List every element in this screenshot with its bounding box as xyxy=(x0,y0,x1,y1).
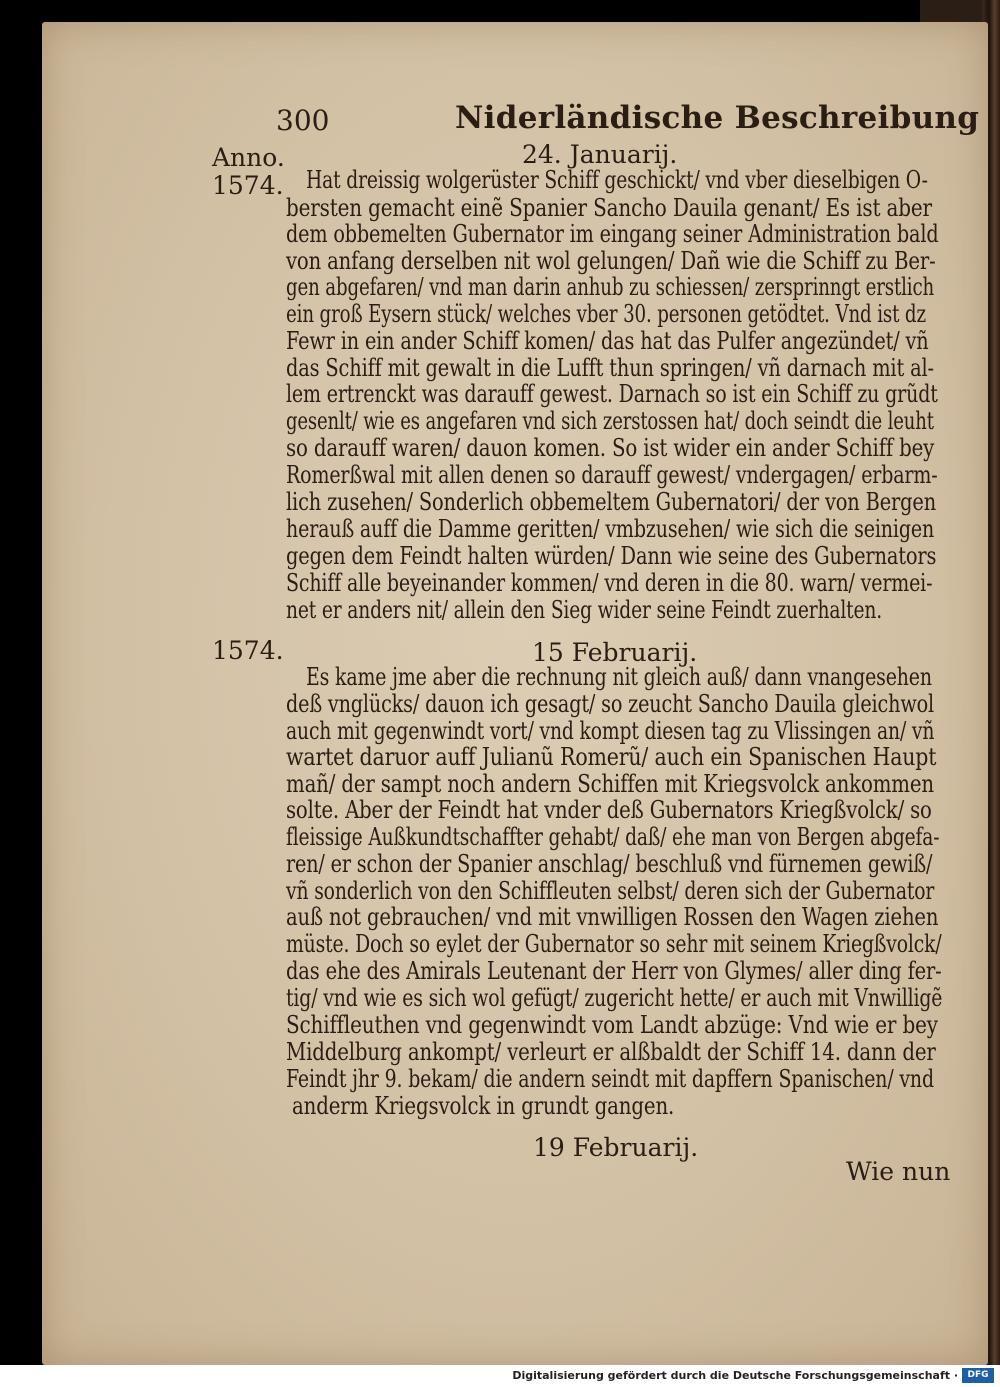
date-heading: 24. Januarij. xyxy=(522,140,678,169)
text-line: fleissige Außkundtschaffter gehabt/ daß/ ehe man von Bergen abgefa- xyxy=(286,822,940,851)
text-line: mañ/ der sampt noch andern Schiffen mit Kriegsvolck ankommen xyxy=(286,769,934,798)
text-line: Schiff alle beyeinander kommen/ vnd deren in die 80. warn/ vermei- xyxy=(286,568,933,597)
text-line: Romerßwal mit allen denen so darauff gewest/ vndergagen/ erbarm- xyxy=(286,460,938,489)
text-line: Hat dreissig wolgerüster Schiff geschickt/ vnd vber dieselbigen O- xyxy=(306,165,928,194)
text-line: dem obbemelten Gubernator im eingang seiner Administration bald xyxy=(286,219,939,248)
text-line: Es kame jme aber die rechnung nit gleich auß/ dann vnangesehen xyxy=(306,662,932,691)
catchword: Wie nun xyxy=(846,1157,951,1186)
text-line: wartet daruor auff Julianũ Romerũ/ auch ein Spanischen Haupt xyxy=(286,742,937,771)
text-line: tig/ vnd wie es sich wol gefügt/ zugericht hette/ er auch mit Vnwilligẽ xyxy=(286,983,943,1012)
text-line: Middelburg ankompt/ verleurt er alßbaldt der Schiff 14. dann der xyxy=(286,1037,936,1066)
text-line: lich zusehen/ Sonderlich obbemeltem Gubernatori/ der von Bergen xyxy=(286,487,937,516)
dfg-logo: DFG xyxy=(962,1368,994,1383)
text-line: ein groß Eysern stück/ welches vber 30. personen getödtet. Vnd ist dz xyxy=(286,299,926,328)
text-line: anderm Kriegsvolck in grundt gangen. xyxy=(292,1091,675,1120)
page-number: 300 xyxy=(276,104,330,137)
text-line: das Schiff mit gewalt in die Lufft thun springen/ vñ darnach mit al- xyxy=(286,353,934,382)
date-heading: 19 Februarij. xyxy=(533,1133,699,1162)
running-title: Niderländische Beschreibung xyxy=(455,100,980,136)
text-line: vñ sonderlich von den Schiffleuten selbst/ deren sich der Gubernator xyxy=(286,876,935,905)
text-line: Schiffleuthen vnd gegenwindt vom Landt abzüge: Vnd wie er bey xyxy=(286,1010,938,1039)
text-line: das ehe des Amirals Leutenant der Herr von Glymes/ aller ding fer- xyxy=(286,956,942,985)
text-line: Feindt jhr 9. bekam/ die andern seindt mit dapffern Spanischen/ vnd xyxy=(286,1064,934,1093)
text-line: müste. Doch so eylet der Gubernator so sehr mit seinem Kriegßvolck/ xyxy=(286,929,942,958)
text-line: auch mit gegenwindt vort/ vnd kompt diesen tag zu Vlissingen an/ vñ xyxy=(286,716,935,745)
text-line: gesenlt/ wie es angefaren vnd sich zerstossen hat/ doch seindt die leuht xyxy=(286,406,934,435)
text-line: von anfang derselben nit wol gelungen/ Dañ wie die Schiff zu Ber- xyxy=(286,246,936,275)
text-line: herauß auff die Damme geritten/ vmbzusehen/ wie sich die seinigen xyxy=(286,514,935,543)
margin-note-year-2: 1574. xyxy=(212,636,284,665)
text-line: lem ertrenckt was darauff gewest. Darnach so ist ein Schiff zu grũdt xyxy=(286,379,938,408)
text-line: auß not gebrauchen/ vnd mit vnwilligen Rossen den Wagen ziehen xyxy=(286,902,939,931)
text-line: gegen dem Feindt halten würden/ Dann wie seine des Gubernators xyxy=(286,541,937,570)
date-heading: 15 Februarij. xyxy=(532,638,698,667)
text-line: ren/ er schon der Spanier anschlag/ beschluß vnd fürnemen gewiß/ xyxy=(286,849,933,878)
text-line: gen abgefaren/ vnd man darin anhub zu schiessen/ zersprinngt erstlich xyxy=(286,272,935,301)
margin-note-anno: Anno. xyxy=(212,143,285,172)
footer-bar xyxy=(0,1365,1000,1387)
margin-note-year: 1574. xyxy=(212,171,284,200)
text-line: net er anders nit/ allein den Sieg wider seine Feindt zuerhalten. xyxy=(286,595,882,624)
text-line: bersten gemacht einẽ Spanier Sancho Dauila genant/ Es ist aber xyxy=(286,193,932,222)
text-line: solte. Aber der Feindt hat vnder deß Gubernators Kriegßvolck/ so xyxy=(286,795,932,824)
footer-credit: Digitalisierung gefördert durch die Deutsche Forschungsgemeinschaft · xyxy=(512,1369,958,1382)
text-line: Fewr in ein ander Schiff komen/ das hat das Pulfer angezündet/ vñ xyxy=(286,326,929,355)
text-line: so darauff waren/ dauon komen. So ist wider ein ander Schiff bey xyxy=(286,433,935,462)
text-line: deß vnglücks/ dauon ich gesagt/ so zeucht Sancho Dauila gleichwol xyxy=(286,689,934,718)
